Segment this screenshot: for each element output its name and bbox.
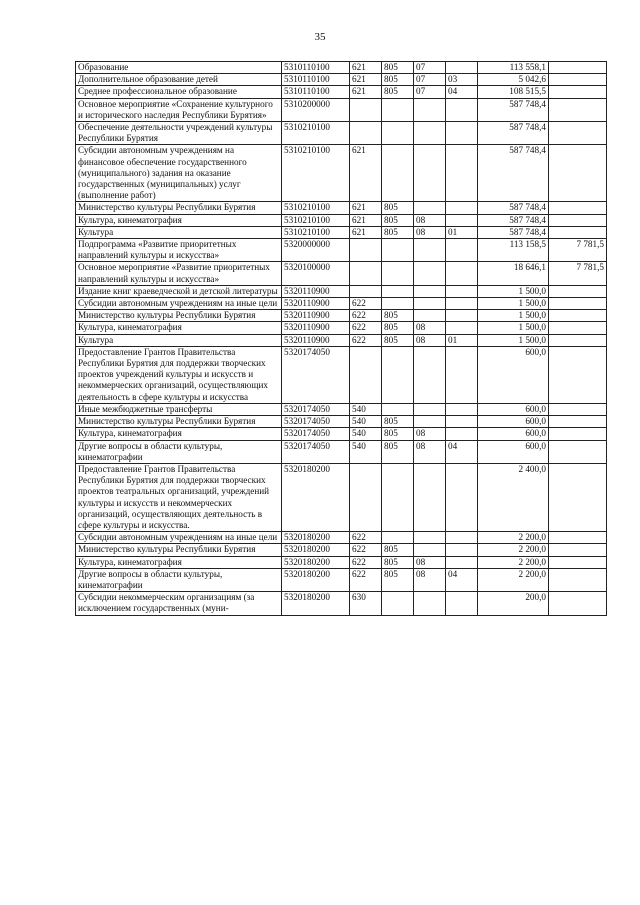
expense-type-cell — [350, 122, 382, 145]
expense-type-cell: 621 — [350, 214, 382, 226]
ministry-code-cell — [382, 122, 414, 145]
section-code-cell — [414, 532, 446, 544]
expense-type-cell: 540 — [350, 403, 382, 415]
table-row — [76, 86, 607, 98]
section-code-cell — [414, 463, 446, 531]
target-code-cell: 5320174050 — [282, 416, 350, 428]
target-code-cell: 5320110900 — [282, 334, 350, 346]
subsection-code-cell — [446, 122, 478, 145]
federal-amount-cell — [549, 416, 607, 428]
ministry-code-cell — [382, 463, 414, 531]
expense-type-cell — [350, 346, 382, 403]
item-name-cell: Министерство культуры Республики Бурятия — [76, 202, 282, 214]
ministry-code-cell: 805 — [382, 86, 414, 98]
table-row — [76, 556, 607, 568]
section-code-cell — [414, 145, 446, 202]
target-code-cell: 5320110900 — [282, 310, 350, 322]
expense-type-cell — [350, 239, 382, 262]
section-code-cell — [414, 416, 446, 428]
expense-type-cell: 540 — [350, 440, 382, 463]
target-code-cell: 5320174050 — [282, 403, 350, 415]
section-code-cell — [414, 98, 446, 121]
ministry-code-cell — [382, 532, 414, 544]
subsection-code-cell: 04 — [446, 568, 478, 591]
table-row — [76, 239, 607, 262]
ministry-code-cell: 805 — [382, 322, 414, 334]
amount-cell: 108 515,5 — [478, 86, 549, 98]
target-code-cell: 5320180200 — [282, 532, 350, 544]
subsection-code-cell — [446, 346, 478, 403]
target-code-cell: 5320180200 — [282, 592, 350, 615]
table-row — [76, 544, 607, 556]
ministry-code-cell — [382, 298, 414, 310]
amount-cell: 2 400,0 — [478, 463, 549, 531]
ministry-code-cell: 805 — [382, 202, 414, 214]
federal-amount-cell — [549, 98, 607, 121]
amount-cell: 1 500,0 — [478, 298, 549, 310]
subsection-code-cell — [446, 463, 478, 531]
federal-amount-cell — [549, 310, 607, 322]
ministry-code-cell: 805 — [382, 214, 414, 226]
table-row — [76, 416, 607, 428]
table-row — [76, 346, 607, 403]
expense-type-cell: 540 — [350, 428, 382, 440]
federal-amount-cell: 7 781,5 — [549, 262, 607, 285]
section-code-cell: 08 — [414, 226, 446, 238]
ministry-code-cell — [382, 145, 414, 202]
federal-amount-cell — [549, 322, 607, 334]
expense-type-cell: 621 — [350, 74, 382, 86]
section-code-cell: 08 — [414, 214, 446, 226]
subsection-code-cell — [446, 592, 478, 615]
section-code-cell — [414, 262, 446, 285]
section-code-cell: 08 — [414, 556, 446, 568]
item-name-cell: Дополнительное образование детей — [76, 74, 282, 86]
table-row — [76, 298, 607, 310]
amount-cell: 600,0 — [478, 416, 549, 428]
target-code-cell: 5310110100 — [282, 62, 350, 74]
subsection-code-cell: 01 — [446, 334, 478, 346]
federal-amount-cell — [549, 298, 607, 310]
section-code-cell — [414, 544, 446, 556]
amount-cell: 600,0 — [478, 428, 549, 440]
item-name-cell: Культура, кинематография — [76, 322, 282, 334]
section-code-cell: 08 — [414, 568, 446, 591]
expense-type-cell: 622 — [350, 298, 382, 310]
amount-cell: 587 748,4 — [478, 145, 549, 202]
federal-amount-cell — [549, 463, 607, 531]
ministry-code-cell: 805 — [382, 74, 414, 86]
federal-amount-cell — [549, 226, 607, 238]
item-name-cell: Обеспечение деятельности учреждений культуры Республики Бурятия — [76, 122, 282, 145]
target-code-cell: 5310210100 — [282, 122, 350, 145]
expense-type-cell: 621 — [350, 226, 382, 238]
table-row — [76, 202, 607, 214]
ministry-code-cell: 805 — [382, 556, 414, 568]
federal-amount-cell — [549, 428, 607, 440]
section-code-cell — [414, 298, 446, 310]
section-code-cell: 08 — [414, 440, 446, 463]
target-code-cell: 5310210100 — [282, 214, 350, 226]
ministry-code-cell: 805 — [382, 568, 414, 591]
expense-type-cell: 540 — [350, 416, 382, 428]
amount-cell: 113 158,5 — [478, 239, 549, 262]
item-name-cell: Министерство культуры Республики Бурятия — [76, 310, 282, 322]
item-name-cell: Предоставление Грантов Правительства Республики Бурятия для поддержки творческих проектов театральных организаций, учреждений культуры и искусств и некоммерческих организаций, осуществляющих деятельность в сфере культуры и искусства. — [76, 463, 282, 531]
amount-cell: 200,0 — [478, 592, 549, 615]
item-name-cell: Культура, кинематография — [76, 556, 282, 568]
item-name-cell: Культура, кинематография — [76, 214, 282, 226]
amount-cell: 1 500,0 — [478, 285, 549, 297]
target-code-cell: 5310210100 — [282, 202, 350, 214]
expense-type-cell — [350, 285, 382, 297]
item-name-cell: Министерство культуры Республики Бурятия — [76, 416, 282, 428]
table-row — [76, 98, 607, 121]
amount-cell: 587 748,4 — [478, 122, 549, 145]
table-row — [76, 74, 607, 86]
amount-cell: 1 500,0 — [478, 334, 549, 346]
table-row — [76, 262, 607, 285]
federal-amount-cell — [549, 334, 607, 346]
section-code-cell — [414, 346, 446, 403]
table-row — [76, 568, 607, 591]
amount-cell: 1 500,0 — [478, 322, 549, 334]
table-row — [76, 310, 607, 322]
table-row — [76, 145, 607, 202]
amount-cell: 1 500,0 — [478, 310, 549, 322]
expense-type-cell: 622 — [350, 334, 382, 346]
item-name-cell: Субсидии автономным учреждениям на финансовое обеспечение государственного (муниципального) задания на оказание государственных (муниципальных) услуг (выполнение работ) — [76, 145, 282, 202]
ministry-code-cell: 805 — [382, 416, 414, 428]
amount-cell: 600,0 — [478, 403, 549, 415]
table-row — [76, 322, 607, 334]
expense-type-cell: 622 — [350, 544, 382, 556]
subsection-code-cell — [446, 416, 478, 428]
item-name-cell: Субсидии автономным учреждениям на иные цели — [76, 532, 282, 544]
expense-type-cell — [350, 463, 382, 531]
table-row — [76, 214, 607, 226]
ministry-code-cell — [382, 346, 414, 403]
target-code-cell: 5320180200 — [282, 463, 350, 531]
subsection-code-cell — [446, 202, 478, 214]
item-name-cell: Культура — [76, 334, 282, 346]
target-code-cell: 5310210100 — [282, 145, 350, 202]
amount-cell: 587 748,4 — [478, 202, 549, 214]
item-name-cell: Министерство культуры Республики Бурятия — [76, 544, 282, 556]
item-name-cell: Подпрограмма «Развитие приоритетных направлений культуры и искусства» — [76, 239, 282, 262]
amount-cell: 600,0 — [478, 346, 549, 403]
subsection-code-cell — [446, 285, 478, 297]
table-row — [76, 428, 607, 440]
subsection-code-cell — [446, 145, 478, 202]
ministry-code-cell: 805 — [382, 544, 414, 556]
section-code-cell — [414, 202, 446, 214]
federal-amount-cell — [549, 346, 607, 403]
ministry-code-cell: 805 — [382, 310, 414, 322]
target-code-cell: 5320174050 — [282, 428, 350, 440]
target-code-cell: 5310110100 — [282, 86, 350, 98]
section-code-cell — [414, 592, 446, 615]
item-name-cell: Другие вопросы в области культуры, кинематографии — [76, 568, 282, 591]
subsection-code-cell — [446, 310, 478, 322]
target-code-cell: 5320180200 — [282, 568, 350, 591]
federal-amount-cell — [549, 440, 607, 463]
section-code-cell — [414, 310, 446, 322]
subsection-code-cell — [446, 239, 478, 262]
ministry-code-cell: 805 — [382, 62, 414, 74]
section-code-cell: 07 — [414, 62, 446, 74]
amount-cell: 2 200,0 — [478, 532, 549, 544]
section-code-cell — [414, 403, 446, 415]
budget-table — [75, 61, 607, 616]
subsection-code-cell — [446, 556, 478, 568]
target-code-cell: 5320180200 — [282, 556, 350, 568]
subsection-code-cell — [446, 262, 478, 285]
subsection-code-cell: 04 — [446, 440, 478, 463]
amount-cell: 587 748,4 — [478, 98, 549, 121]
expense-type-cell: 621 — [350, 86, 382, 98]
item-name-cell: Культура — [76, 226, 282, 238]
amount-cell: 587 748,4 — [478, 214, 549, 226]
target-code-cell: 5320180200 — [282, 544, 350, 556]
page-number: 35 — [314, 31, 326, 43]
amount-cell: 113 558,1 — [478, 62, 549, 74]
subsection-code-cell — [446, 298, 478, 310]
federal-amount-cell — [549, 285, 607, 297]
federal-amount-cell — [549, 62, 607, 74]
federal-amount-cell: 7 781,5 — [549, 239, 607, 262]
item-name-cell: Основное мероприятие «Сохранение культурного и исторического наследия Республики Бурятия» — [76, 98, 282, 121]
ministry-code-cell: 805 — [382, 226, 414, 238]
target-code-cell: 5310200000 — [282, 98, 350, 121]
item-name-cell: Субсидии автономным учреждениям на иные цели — [76, 298, 282, 310]
item-name-cell: Основное мероприятие «Развитие приоритетных направлений культуры и искусства» — [76, 262, 282, 285]
subsection-code-cell — [446, 532, 478, 544]
expense-type-cell: 630 — [350, 592, 382, 615]
ministry-code-cell — [382, 403, 414, 415]
item-name-cell: Образование — [76, 62, 282, 74]
section-code-cell: 08 — [414, 334, 446, 346]
subsection-code-cell — [446, 403, 478, 415]
table-row — [76, 62, 607, 74]
section-code-cell: 08 — [414, 322, 446, 334]
subsection-code-cell — [446, 62, 478, 74]
table-row — [76, 463, 607, 531]
ministry-code-cell — [382, 262, 414, 285]
ministry-code-cell — [382, 98, 414, 121]
expense-type-cell — [350, 262, 382, 285]
target-code-cell: 5320100000 — [282, 262, 350, 285]
table-row — [76, 122, 607, 145]
expense-type-cell: 622 — [350, 322, 382, 334]
target-code-cell: 5320174050 — [282, 440, 350, 463]
section-code-cell: 07 — [414, 86, 446, 98]
expense-type-cell: 622 — [350, 568, 382, 591]
table-row — [76, 334, 607, 346]
amount-cell: 2 200,0 — [478, 568, 549, 591]
federal-amount-cell — [549, 214, 607, 226]
ministry-code-cell — [382, 239, 414, 262]
federal-amount-cell — [549, 568, 607, 591]
subsection-code-cell — [446, 544, 478, 556]
expense-type-cell: 621 — [350, 202, 382, 214]
expense-type-cell — [350, 98, 382, 121]
subsection-code-cell: 04 — [446, 86, 478, 98]
item-name-cell: Среднее профессиональное образование — [76, 86, 282, 98]
expense-type-cell: 622 — [350, 556, 382, 568]
federal-amount-cell — [549, 532, 607, 544]
ministry-code-cell: 805 — [382, 440, 414, 463]
item-name-cell: Субсидии некоммерческим организациям (за исключением государственных (муни- — [76, 592, 282, 615]
target-code-cell: 5320110900 — [282, 298, 350, 310]
federal-amount-cell — [549, 74, 607, 86]
item-name-cell: Издание книг краеведческой и детской литературы — [76, 285, 282, 297]
amount-cell: 600,0 — [478, 440, 549, 463]
subsection-code-cell — [446, 428, 478, 440]
target-code-cell: 5320110900 — [282, 285, 350, 297]
federal-amount-cell — [549, 556, 607, 568]
expense-type-cell: 621 — [350, 145, 382, 202]
item-name-cell: Предоставление Грантов Правительства Республики Бурятия для поддержки творческих проектов учреждений культуры и искусств и некоммерческих организаций, осуществляющих деятельность в сфере культуры и искусства — [76, 346, 282, 403]
federal-amount-cell — [549, 86, 607, 98]
federal-amount-cell — [549, 122, 607, 145]
ministry-code-cell — [382, 592, 414, 615]
table-row — [76, 532, 607, 544]
section-code-cell — [414, 122, 446, 145]
amount-cell: 18 646,1 — [478, 262, 549, 285]
expense-type-cell: 622 — [350, 310, 382, 322]
table-row — [76, 226, 607, 238]
target-code-cell: 5320000000 — [282, 239, 350, 262]
section-code-cell: 07 — [414, 74, 446, 86]
target-code-cell: 5320110900 — [282, 322, 350, 334]
federal-amount-cell — [549, 544, 607, 556]
item-name-cell: Другие вопросы в области культуры, кинематографии — [76, 440, 282, 463]
target-code-cell: 5310110100 — [282, 74, 350, 86]
section-code-cell — [414, 285, 446, 297]
table-row — [76, 285, 607, 297]
table-row — [76, 440, 607, 463]
target-code-cell: 5320174050 — [282, 346, 350, 403]
section-code-cell: 08 — [414, 428, 446, 440]
federal-amount-cell — [549, 403, 607, 415]
subsection-code-cell — [446, 322, 478, 334]
federal-amount-cell — [549, 145, 607, 202]
ministry-code-cell: 805 — [382, 428, 414, 440]
amount-cell: 5 042,6 — [478, 74, 549, 86]
ministry-code-cell: 805 — [382, 334, 414, 346]
ministry-code-cell — [382, 285, 414, 297]
subsection-code-cell: 01 — [446, 226, 478, 238]
subsection-code-cell: 03 — [446, 74, 478, 86]
expense-type-cell: 621 — [350, 62, 382, 74]
table-row — [76, 403, 607, 415]
expense-type-cell: 622 — [350, 532, 382, 544]
budget-table-body — [76, 62, 607, 616]
target-code-cell: 5310210100 — [282, 226, 350, 238]
amount-cell: 2 200,0 — [478, 556, 549, 568]
federal-amount-cell — [549, 592, 607, 615]
table-row — [76, 592, 607, 615]
item-name-cell: Иные межбюджетные трансферты — [76, 403, 282, 415]
subsection-code-cell — [446, 214, 478, 226]
subsection-code-cell — [446, 98, 478, 121]
section-code-cell — [414, 239, 446, 262]
item-name-cell: Культура, кинематография — [76, 428, 282, 440]
amount-cell: 587 748,4 — [478, 226, 549, 238]
amount-cell: 2 200,0 — [478, 544, 549, 556]
federal-amount-cell — [549, 202, 607, 214]
